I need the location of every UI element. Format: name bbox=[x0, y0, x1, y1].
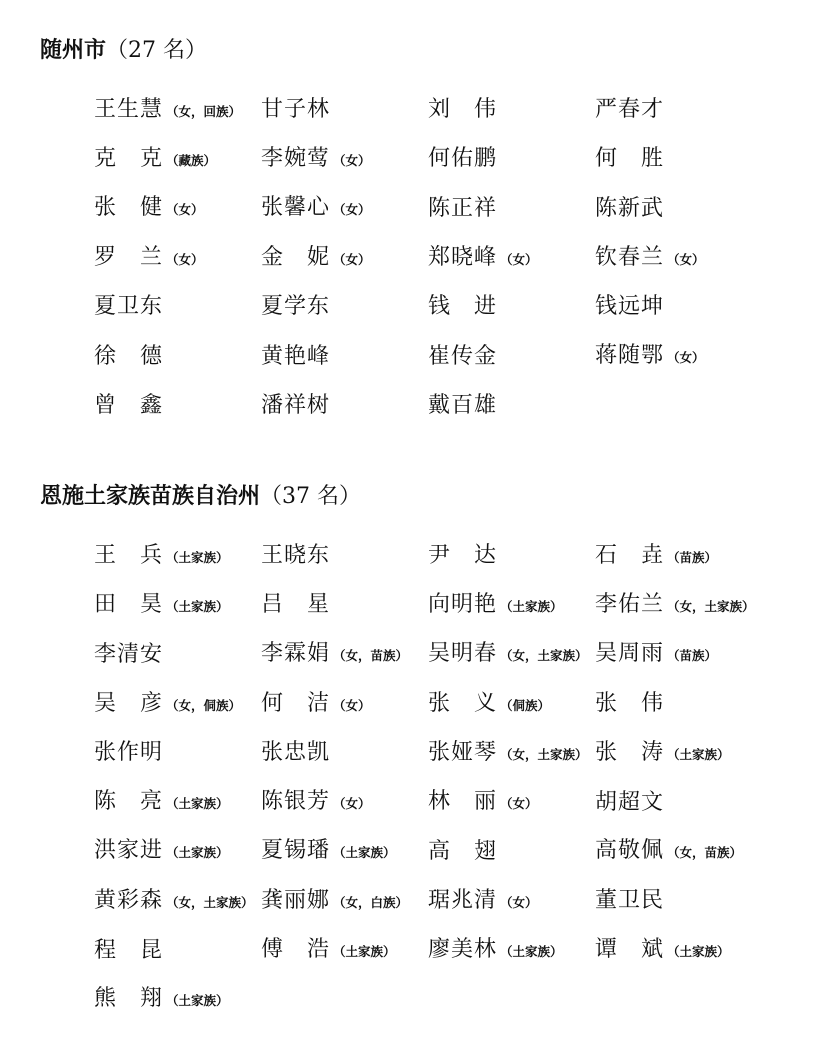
person-name: 李清安 bbox=[94, 641, 164, 667]
name-entry bbox=[428, 935, 595, 967]
name-entry bbox=[94, 936, 261, 967]
person-name: 李婉莺 bbox=[261, 145, 331, 171]
name-entry bbox=[595, 935, 762, 967]
person-note: （土家族） bbox=[166, 796, 229, 812]
person-name: 何 胜 bbox=[595, 146, 665, 172]
person-note: （土家族） bbox=[166, 993, 229, 1009]
person-name: 洪家进 bbox=[94, 838, 164, 864]
name-entry bbox=[94, 95, 261, 127]
person-name: 张 涛 bbox=[595, 739, 665, 765]
name-entry bbox=[261, 639, 428, 671]
name-entry bbox=[94, 144, 261, 176]
person-note: （女，侗族） bbox=[166, 697, 242, 713]
person-name: 张 伟 bbox=[595, 691, 665, 717]
person-name: 蒋随鄂 bbox=[595, 343, 665, 369]
person-name: 吴周雨 bbox=[595, 641, 665, 667]
person-note: （土家族） bbox=[333, 944, 396, 960]
name-entry bbox=[595, 886, 762, 917]
name-entry bbox=[94, 787, 261, 819]
name-entry bbox=[428, 95, 595, 126]
person-name: 曾 鑫 bbox=[94, 392, 164, 418]
name-entry bbox=[428, 144, 595, 175]
person-note: （土家族） bbox=[500, 598, 563, 614]
person-note: （女） bbox=[500, 251, 538, 267]
name-entry bbox=[595, 292, 762, 323]
person-name: 谭 斌 bbox=[595, 937, 665, 963]
person-note: （女，白族） bbox=[333, 894, 409, 910]
person-note: （女） bbox=[333, 796, 371, 812]
person-name: 琚兆清 bbox=[428, 887, 498, 913]
name-entry bbox=[428, 886, 595, 918]
section-title: 随州市 bbox=[40, 38, 107, 63]
person-name: 吴 彦 bbox=[94, 690, 164, 716]
person-note: （土家族） bbox=[500, 944, 563, 960]
name-entry bbox=[428, 689, 595, 721]
person-note: （女） bbox=[166, 202, 204, 218]
name-entry bbox=[94, 640, 261, 671]
name-entry bbox=[428, 738, 595, 770]
name-entry bbox=[261, 590, 428, 621]
person-name: 吕 星 bbox=[261, 592, 331, 618]
name-list bbox=[94, 86, 762, 431]
name-entry bbox=[94, 541, 261, 573]
person-name: 林 丽 bbox=[428, 789, 498, 815]
person-note: （藏族） bbox=[166, 152, 217, 168]
person-name: 黄艳峰 bbox=[261, 343, 331, 369]
person-name: 钱 进 bbox=[428, 294, 498, 320]
name-entry bbox=[428, 787, 595, 819]
person-name: 甘子林 bbox=[261, 97, 331, 123]
person-name: 何 洁 bbox=[261, 690, 331, 716]
person-note: （土家族） bbox=[667, 746, 730, 762]
person-note: （苗族） bbox=[667, 648, 718, 664]
name-entry bbox=[595, 836, 762, 868]
person-note: （侗族） bbox=[500, 697, 551, 713]
person-name: 刘 伟 bbox=[428, 97, 498, 123]
person-name: 石 垚 bbox=[595, 542, 665, 568]
name-entry bbox=[261, 738, 428, 769]
name-entry bbox=[595, 738, 762, 770]
name-entry bbox=[595, 341, 762, 373]
name-entry bbox=[595, 95, 762, 126]
name-entry bbox=[428, 194, 595, 225]
name-entry bbox=[94, 590, 261, 622]
person-name: 金 妮 bbox=[261, 244, 331, 270]
person-name: 胡超文 bbox=[595, 789, 665, 815]
section-count: （27 名） bbox=[106, 38, 208, 63]
name-entry bbox=[428, 837, 595, 868]
person-note: （女，土家族） bbox=[667, 598, 755, 614]
name-entry bbox=[595, 243, 762, 275]
person-name: 张馨心 bbox=[261, 195, 331, 221]
person-name: 戴百雄 bbox=[428, 392, 498, 418]
person-name: 夏锡璠 bbox=[261, 838, 331, 864]
name-entry bbox=[94, 243, 261, 275]
name-entry bbox=[428, 391, 595, 422]
person-name: 尹 达 bbox=[428, 543, 498, 569]
person-name: 郑晓峰 bbox=[428, 244, 498, 270]
name-entry bbox=[261, 95, 428, 126]
name-entry bbox=[261, 391, 428, 422]
person-note: （女） bbox=[333, 251, 371, 267]
name-entry bbox=[428, 243, 595, 275]
name-entry bbox=[94, 689, 261, 721]
person-name: 陈银芳 bbox=[261, 789, 331, 815]
person-note: （女，回族） bbox=[166, 103, 242, 119]
person-note: （女） bbox=[500, 796, 538, 812]
name-entry bbox=[428, 342, 595, 373]
name-entry bbox=[261, 342, 428, 373]
person-name: 夏学东 bbox=[261, 294, 331, 320]
name-entry bbox=[428, 639, 595, 671]
name-entry bbox=[595, 590, 762, 622]
person-name: 吴明春 bbox=[428, 641, 498, 667]
person-name: 张 义 bbox=[428, 690, 498, 716]
name-entry bbox=[94, 292, 261, 323]
name-entry bbox=[261, 689, 428, 721]
person-name: 徐 德 bbox=[94, 343, 164, 369]
person-name: 陈正祥 bbox=[428, 195, 498, 221]
person-note: （土家族） bbox=[166, 598, 229, 614]
person-name: 夏卫东 bbox=[94, 294, 164, 320]
name-entry bbox=[428, 590, 595, 622]
person-note: （女） bbox=[667, 350, 705, 366]
person-note: （苗族） bbox=[667, 549, 718, 565]
name-entry bbox=[261, 541, 428, 572]
person-note: （土家族） bbox=[166, 549, 229, 565]
section-count: （37 名） bbox=[260, 484, 362, 509]
person-name: 龚丽娜 bbox=[261, 887, 331, 913]
person-name: 陈 亮 bbox=[94, 789, 164, 815]
person-name: 张作明 bbox=[94, 740, 164, 766]
person-name: 向明艳 bbox=[428, 591, 498, 617]
person-name: 王晓东 bbox=[261, 543, 331, 569]
person-note: （女） bbox=[333, 152, 371, 168]
person-name: 熊 翔 bbox=[94, 986, 164, 1012]
name-entry bbox=[595, 541, 762, 573]
name-entry bbox=[261, 886, 428, 918]
name-entry bbox=[261, 787, 428, 819]
section-title: 恩施土家族苗族自治州 bbox=[40, 484, 261, 509]
name-entry bbox=[261, 193, 428, 225]
person-note: （女） bbox=[667, 251, 705, 267]
name-entry bbox=[595, 194, 762, 225]
person-name: 张忠凯 bbox=[261, 740, 331, 766]
person-name: 傅 浩 bbox=[261, 937, 331, 963]
person-note: （女） bbox=[333, 202, 371, 218]
name-entry bbox=[261, 292, 428, 323]
person-name: 崔传金 bbox=[428, 343, 498, 369]
person-name: 陈新武 bbox=[595, 195, 665, 221]
person-note: （女） bbox=[166, 251, 204, 267]
person-name: 王生慧 bbox=[94, 96, 164, 122]
person-name: 钱远坤 bbox=[595, 294, 665, 320]
section-heading bbox=[40, 36, 207, 66]
person-note: （女） bbox=[333, 697, 371, 713]
person-name: 钦春兰 bbox=[595, 244, 665, 270]
person-name: 严春才 bbox=[595, 97, 665, 123]
name-entry bbox=[94, 984, 261, 1016]
name-entry bbox=[94, 342, 261, 373]
person-name: 张娅琴 bbox=[428, 739, 498, 765]
person-note: （女，苗族） bbox=[667, 845, 743, 861]
person-note: （女，土家族） bbox=[500, 746, 588, 762]
person-name: 高敬佩 bbox=[595, 838, 665, 864]
person-note: （女） bbox=[500, 894, 538, 910]
person-name: 黄彩森 bbox=[94, 887, 164, 913]
person-name: 潘祥树 bbox=[261, 392, 331, 418]
section-heading bbox=[40, 482, 361, 512]
person-name: 高 翅 bbox=[428, 838, 498, 864]
name-entry bbox=[94, 836, 261, 868]
person-name: 克 克 bbox=[94, 145, 164, 171]
name-entry bbox=[595, 144, 762, 175]
person-name: 罗 兰 bbox=[94, 244, 164, 270]
name-entry bbox=[94, 886, 261, 918]
person-name: 程 昆 bbox=[94, 937, 164, 963]
name-entry bbox=[595, 689, 762, 720]
name-list bbox=[94, 532, 762, 1025]
person-note: （女，苗族） bbox=[333, 648, 409, 664]
person-name: 何佑鹏 bbox=[428, 146, 498, 172]
name-entry bbox=[261, 243, 428, 275]
person-name: 廖美林 bbox=[428, 937, 498, 963]
person-note: （土家族） bbox=[333, 845, 396, 861]
person-note: （土家族） bbox=[667, 944, 730, 960]
name-entry bbox=[428, 541, 595, 572]
name-entry bbox=[261, 935, 428, 967]
person-name: 张 健 bbox=[94, 195, 164, 221]
person-note: （土家族） bbox=[166, 845, 229, 861]
person-name: 李霖娟 bbox=[261, 641, 331, 667]
person-name: 董卫民 bbox=[595, 888, 665, 914]
person-name: 田 昊 bbox=[94, 591, 164, 617]
name-entry bbox=[595, 788, 762, 819]
name-entry bbox=[94, 391, 261, 422]
person-note: （女，土家族） bbox=[166, 894, 254, 910]
name-entry bbox=[595, 639, 762, 671]
person-note: （女，土家族） bbox=[500, 648, 588, 664]
person-name: 王 兵 bbox=[94, 542, 164, 568]
name-entry bbox=[94, 193, 261, 225]
name-entry bbox=[261, 836, 428, 868]
person-name: 李佑兰 bbox=[595, 591, 665, 617]
name-entry bbox=[261, 144, 428, 176]
name-entry bbox=[428, 292, 595, 323]
name-entry bbox=[94, 738, 261, 769]
